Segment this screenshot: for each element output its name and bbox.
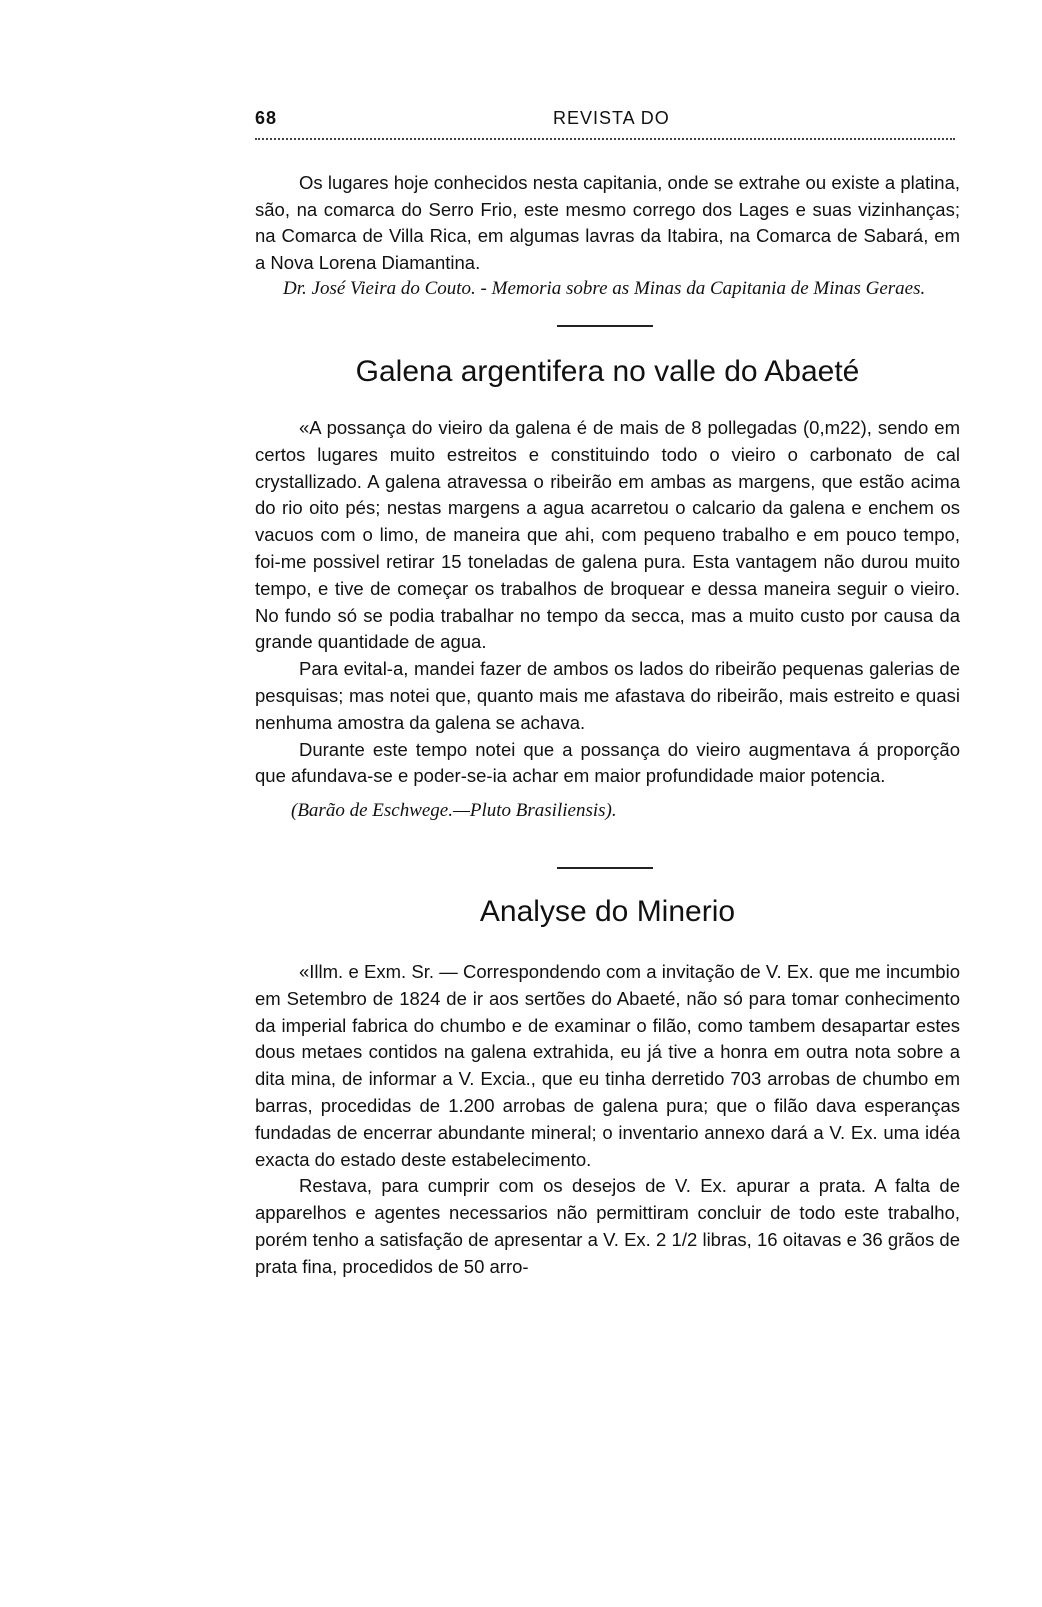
intro-block — [255, 170, 960, 303]
running-title: REVISTA DO — [553, 108, 670, 128]
section-separator — [557, 325, 653, 327]
section-title: Galena argentifera no valle do Abaeté — [355, 354, 860, 388]
section-title: Analyse do Minerio — [479, 894, 736, 928]
header-rule — [255, 138, 955, 140]
section-paragraph: Restava, para cumprir com os desejos de V. Ex. apurar a prata. A falta de apparelhos e agentes necessarios não permittiram concluir de todo este trabalho, porém tenho a satisfação de apresentar a V. Ex. 2 1/2 libras, 16 oitavas e 36 grãos de prata fina, procedidos de 50 arro- — [255, 1175, 960, 1277]
page-number: 68 — [255, 108, 278, 128]
section-galena — [255, 355, 960, 825]
section-analyse — [255, 895, 960, 1281]
section-paragraph: «Illm. e Exm. Sr. — Correspondendo com a invitação de V. Ex. que me incumbio em Setembro de 1824 de ir aos sertões do Abaeté, não só para tomar conhecimento da imperial fabrica do chumbo e de examinar o filão, como tambem desapartar estes dous metaes contidos na galena extrahida, eu já tive a honra em outra nota sobre a dita mina, de informar a V. Excia., que eu tinha derretido 703 arrobas de chumbo em barras, procedidas de 1.200 arrobas de galena pura; que o filão dava esperanças fundadas de encerrar abundante mineral; o inventario annexo dará a V. Ex. uma idéa exacta do estado deste estabelecimento. — [255, 960, 960, 1170]
book-page — [255, 96, 960, 1280]
section-separator — [557, 867, 653, 869]
intro-citation: Dr. José Vieira do Couto. - Memoria sobre as Minas da Capitania de Minas Geraes. — [283, 278, 926, 300]
section-paragraph: Durante este tempo notei que a possança do vieiro augmentava á proporção que afundava-se e poder-se-ia achar em maior profundidade maior potencia. — [255, 738, 960, 787]
intro-paragraph: Os lugares hoje conhecidos nesta capitania, onde se extrahe ou existe a platina, são, na comarca do Serro Frio, este mesmo corrego dos Lages e suas vizinhanças; na Comarca de Villa Rica, em algumas lavras da Itabira, na Comarca de Sabará, em a Nova Lorena Diamantina. — [255, 172, 960, 273]
section-paragraph: Para evital-a, mandei fazer de ambos os lados do ribeirão pequenas galerias de pesquisas; mas notei que, quanto mais me afastava do ribeirão, mais estreito e quasi nenhuma amostra da galena se achava. — [255, 658, 960, 733]
section-paragraph: «A possança do vieiro da galena é de mais de 8 pollegadas (0,m22), sendo em certos lugares muito estreitos e constituindo todo o vieiro o carbonato de cal crystallizado. A galena atravessa o ribeirão em ambas as margens, que estão acima do rio oito pés; nestas margens a agua acarretou o calcario da galena e enchem os vacuos com o limo, de maneira que ahi, com pequeno trabalho e em pouco tempo, foi-me possivel retirar 15 toneladas de galena pura. Esta vantagem não durou muito tempo, e tive de começar os trabalhos de broquear e dessa maneira seguir o vieiro. No fundo só se podia trabalhar no tempo da secca, mas a muito custo por causa da grande quantidade de agua. — [255, 416, 960, 653]
running-header — [255, 96, 960, 126]
section-source: (Barão de Eschwege.—Pluto Brasiliensis). — [291, 800, 617, 822]
